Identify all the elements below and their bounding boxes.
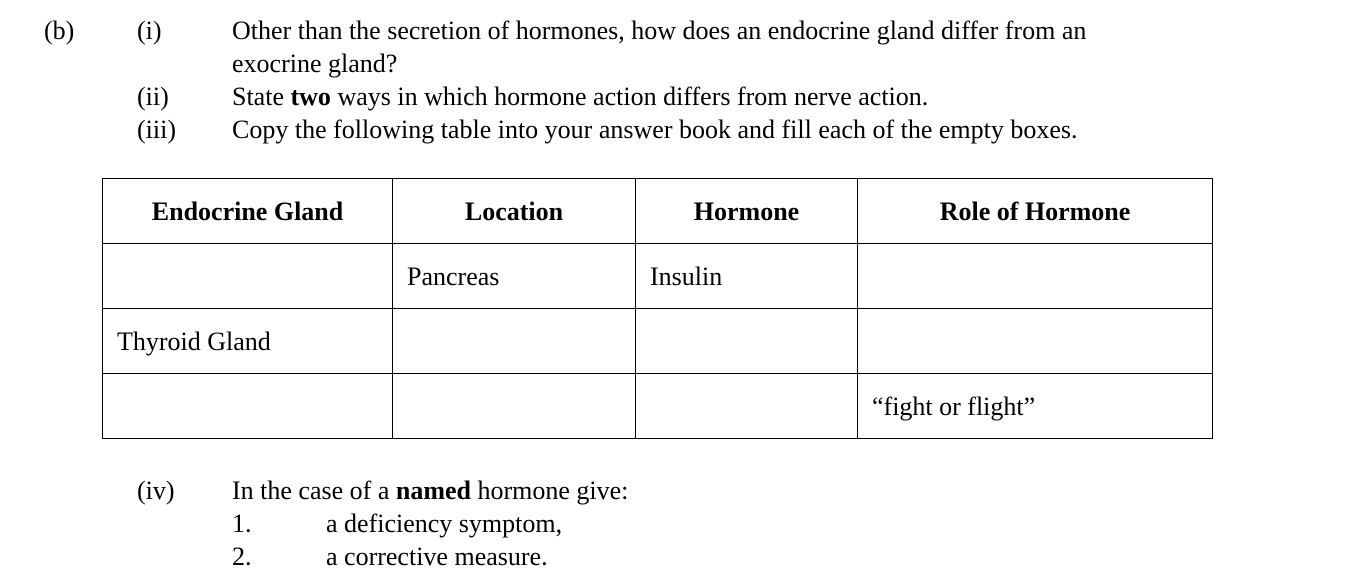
table-cell xyxy=(393,374,636,439)
table-cell xyxy=(393,309,636,374)
table-cell xyxy=(858,309,1213,374)
table-cell xyxy=(103,374,393,439)
table-cell xyxy=(103,244,393,309)
question-ii-before: State xyxy=(232,82,291,111)
table-header-row xyxy=(103,179,1213,244)
table-row xyxy=(103,244,1213,309)
list-item: a deficiency symptom, xyxy=(326,509,563,538)
table-cell: “fight or flight” xyxy=(858,374,1213,439)
question-ii-text xyxy=(232,80,928,113)
list-item: a corrective measure. xyxy=(326,542,548,571)
table-cell: Pancreas xyxy=(393,244,636,309)
header-hormone: Hormone xyxy=(636,179,858,244)
part-label: (b) xyxy=(44,16,75,45)
table-cell: Insulin xyxy=(636,244,858,309)
question-iv-before: In the case of a xyxy=(232,476,396,505)
question-i-line2: exocrine gland? xyxy=(232,49,398,78)
table-cell xyxy=(858,244,1213,309)
question-iv-text xyxy=(232,474,628,507)
list-item-number: 2. xyxy=(232,542,252,571)
question-iv-after: hormone give: xyxy=(470,476,629,505)
endocrine-table xyxy=(102,178,1213,439)
question-i-line1: Other than the secretion of hormones, how does an endocrine gland differ from an xyxy=(232,16,1087,45)
header-endocrine-gland: Endocrine Gland xyxy=(103,179,393,244)
list-item-number: 1. xyxy=(232,509,252,538)
question-ii-bold: two xyxy=(290,82,331,111)
question-iv-number: (iv) xyxy=(137,476,175,505)
table-row xyxy=(103,309,1213,374)
table-cell xyxy=(636,309,858,374)
header-role-of-hormone: Role of Hormone xyxy=(858,179,1213,244)
question-iii-text: Copy the following table into your answer book and fill each of the empty boxes. xyxy=(232,115,1078,144)
table-row xyxy=(103,374,1213,439)
table-cell: Thyroid Gland xyxy=(103,309,393,374)
table-cell xyxy=(636,374,858,439)
header-location: Location xyxy=(393,179,636,244)
question-ii-after: ways in which hormone action differs from nerve action. xyxy=(330,82,929,111)
question-ii-number: (ii) xyxy=(137,82,169,111)
question-iii-number: (iii) xyxy=(137,115,176,144)
question-i-number: (i) xyxy=(137,16,162,45)
question-iv-bold: named xyxy=(395,476,471,505)
